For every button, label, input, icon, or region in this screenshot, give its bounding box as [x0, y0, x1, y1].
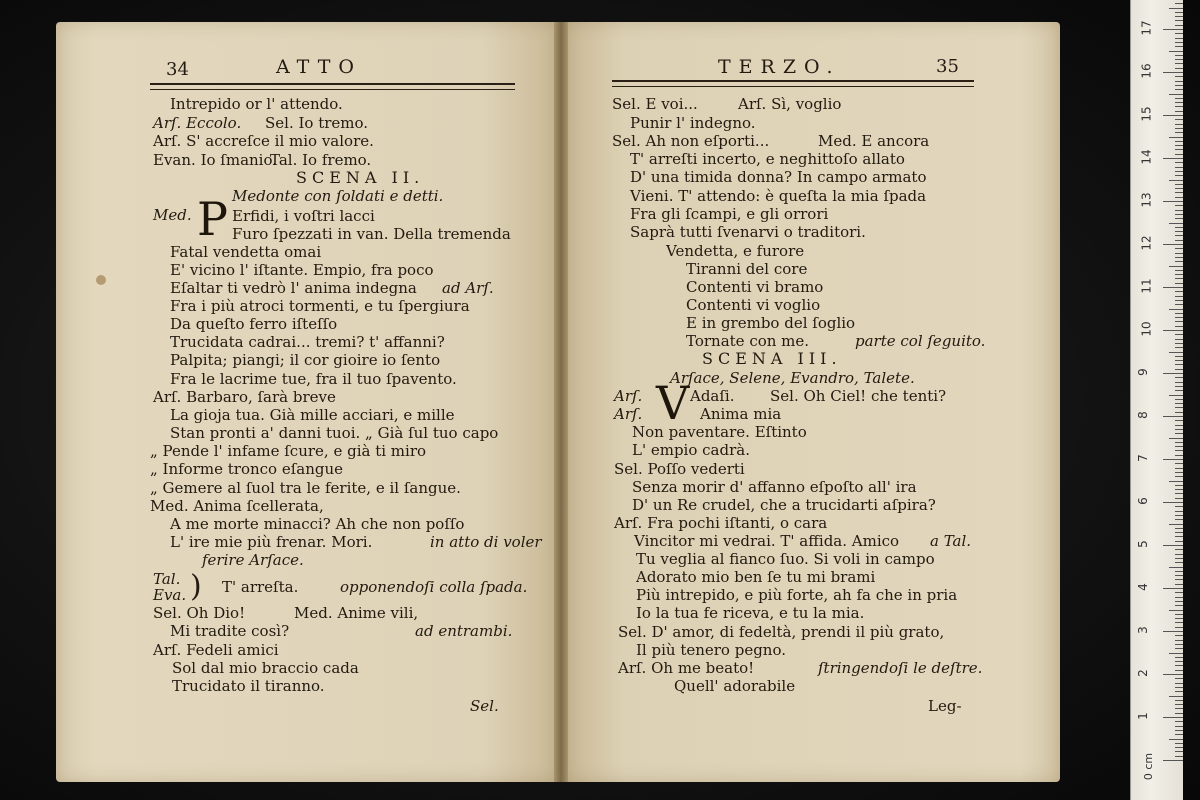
ruler-tick [1175, 339, 1183, 340]
right-line: D' un Re crudel, che a trucidarti aſpira? [632, 496, 936, 514]
ruler-tick [1163, 674, 1183, 675]
ruler-tick [1163, 760, 1183, 761]
ruler-tick [1163, 115, 1183, 116]
ruler-tick [1175, 579, 1183, 580]
ruler-tick [1175, 627, 1183, 628]
ruler-tick [1175, 562, 1183, 563]
ruler-tick [1163, 29, 1183, 30]
ruler-tick [1175, 76, 1183, 77]
right-line: Sel. Ah non eſporti... [612, 132, 770, 150]
ruler-tick [1175, 541, 1183, 542]
ruler-tick [1175, 446, 1183, 447]
ruler-tick [1169, 352, 1183, 353]
ruler-tick [1169, 653, 1183, 654]
ruler-tick [1175, 81, 1183, 82]
ruler-tick [1175, 756, 1183, 757]
header-rule [612, 80, 974, 87]
right-line: Senza morir d' affanno eſpoſto all' ira [632, 478, 917, 496]
right-line: Sel. Oh Ciel! che tenti? [770, 387, 947, 405]
ruler-tick [1169, 524, 1183, 525]
ruler-tick [1175, 313, 1183, 314]
right-line: D' una timida donna? In campo armato [630, 168, 927, 186]
ruler-tick [1175, 678, 1183, 679]
ruler-tick [1175, 248, 1183, 249]
ruler-tick [1175, 257, 1183, 258]
right-line: Tornate con me. [686, 332, 810, 350]
left-line: E' vicino l' iſtante. Empio, fra poco [170, 261, 434, 279]
ruler-tick [1175, 145, 1183, 146]
ruler-tick [1175, 519, 1183, 520]
ruler-tick [1175, 532, 1183, 533]
ruler-tick [1175, 425, 1183, 426]
ruler-tick [1163, 588, 1183, 589]
right-line: Saprà tutti ſvenarvi o traditori. [630, 223, 866, 241]
right-line: Più intrepido, e più forte, ah fa che in pria [636, 586, 958, 604]
left-line: Med. [153, 206, 192, 224]
ruler-tick [1175, 317, 1183, 318]
ruler-number: 2 [1135, 669, 1150, 677]
ruler-tick [1175, 648, 1183, 649]
ruler-tick [1175, 635, 1183, 636]
ruler-tick [1175, 657, 1183, 658]
ruler-tick [1175, 450, 1183, 451]
ruler-tick [1175, 85, 1183, 86]
left-line: Fra i più atroci tormenti, e tu ſpergiura [170, 297, 470, 315]
drop-cap-p: P [197, 192, 228, 246]
right-line: Tu veglia al fianco ſuo. Si voli in campo [636, 550, 935, 568]
ruler-number: 16 [1139, 63, 1154, 79]
ruler-tick [1175, 472, 1183, 473]
ruler-tick [1169, 481, 1183, 482]
ruler-tick [1175, 33, 1183, 34]
ruler-tick [1175, 420, 1183, 421]
left-line: Med. Anime vili, [294, 604, 419, 622]
ruler-tick [1175, 433, 1183, 434]
ruler-tick [1175, 102, 1183, 103]
ruler-number: 3 [1135, 626, 1150, 634]
left-line: Fatal vendetta omai [170, 243, 322, 261]
paper-stain [96, 275, 106, 285]
ruler-tick [1169, 567, 1183, 568]
ruler-tick [1175, 485, 1183, 486]
left-line: Eva. [153, 586, 187, 604]
ruler-tick [1175, 618, 1183, 619]
right-line: Leg- [928, 697, 962, 715]
page-number-left: 34 [166, 59, 189, 80]
ruler-tick [1175, 640, 1183, 641]
ruler-tick [1175, 691, 1183, 692]
left-line: Trucidata cadrai... tremi? t' affanni? [170, 333, 445, 351]
ruler-number: 10 [1139, 321, 1154, 337]
ruler-tick [1175, 468, 1183, 469]
left-line: Arſ. Fedeli amici [153, 641, 279, 659]
ruler-tick [1175, 149, 1183, 150]
ruler-tick [1175, 571, 1183, 572]
ruler-tick [1175, 614, 1183, 615]
left-line: Sel. Io tremo. [265, 114, 369, 132]
ruler-tick [1175, 55, 1183, 56]
ruler-tick [1175, 214, 1183, 215]
ruler-tick [1175, 455, 1183, 456]
ruler-tick [1175, 132, 1183, 133]
left-line: Eſaltar ti vedrò l' anima indegna [170, 279, 417, 297]
ruler-number: 8 [1135, 411, 1150, 419]
right-line: Arſ. Fra pochi iſtanti, o cara [614, 514, 828, 532]
ruler-number: 13 [1139, 192, 1154, 208]
ruler-number: 11 [1139, 278, 1154, 294]
ruler-tick [1175, 558, 1183, 559]
right-line: ſtringendoſi le deſtre. [818, 659, 983, 677]
left-line: Arſ. S' accreſce il mio valore. [153, 132, 374, 150]
ruler-tick [1175, 412, 1183, 413]
ruler-tick [1175, 743, 1183, 744]
ruler-tick [1175, 687, 1183, 688]
ruler-tick [1175, 597, 1183, 598]
right-line: Arſ. Sì, voglio [738, 95, 842, 113]
ruler-number: 14 [1139, 149, 1154, 165]
ruler-tick [1175, 128, 1183, 129]
ruler-tick [1169, 51, 1183, 52]
ruler-tick [1175, 726, 1183, 727]
ruler-tick [1175, 59, 1183, 60]
left-line: Mi tradite così? [170, 622, 290, 640]
right-line: Vieni. T' attendo: è queſta la mia ſpada [630, 187, 927, 205]
right-line: Sel. D' amor, di fedeltà, prendi il più grato, [618, 623, 945, 641]
left-line: Trucidato il tiranno. [172, 677, 325, 695]
left-line: opponendoſi colla ſpada. [340, 578, 528, 596]
ruler-tick [1175, 20, 1183, 21]
ruler-tick [1175, 592, 1183, 593]
ruler-tick [1175, 622, 1183, 623]
ruler-tick [1175, 326, 1183, 327]
left-line: Stan pronti a' danni tuoi. „ Già ſul tuo capo [170, 424, 499, 442]
ruler-tick [1175, 601, 1183, 602]
ruler-tick [1175, 106, 1183, 107]
ruler-tick [1175, 227, 1183, 228]
ruler-tick [1175, 407, 1183, 408]
ruler-tick [1175, 283, 1183, 284]
ruler-tick [1163, 72, 1183, 73]
left-line: Sol dal mio braccio cada [172, 659, 359, 677]
right-line: Arſ. [614, 387, 643, 405]
ruler-tick [1175, 334, 1183, 335]
ruler-tick [1175, 240, 1183, 241]
left-line: Medonte con ſoldati e detti. [232, 187, 444, 205]
ruler-tick [1175, 321, 1183, 322]
left-line: T' arreſta. [222, 578, 299, 596]
ruler-tick [1175, 704, 1183, 705]
left-line: in atto di voler [430, 533, 542, 551]
drop-cap-v: V [656, 376, 690, 430]
header-rule [150, 83, 515, 90]
ruler-tick [1175, 575, 1183, 576]
ruler-tick [1175, 390, 1183, 391]
ruler-tick [1175, 162, 1183, 163]
ruler-tick [1175, 231, 1183, 232]
ruler-tick [1175, 175, 1183, 176]
ruler-tick [1163, 201, 1183, 202]
ruler-tick [1175, 511, 1183, 512]
ruler-tick [1169, 266, 1183, 267]
right-line: Vendetta, e furore [666, 242, 805, 260]
ruler-tick [1175, 382, 1183, 383]
right-line: parte col ſeguito. [855, 332, 986, 350]
ruler-tick [1163, 717, 1183, 718]
ruler-number: 6 [1135, 497, 1150, 505]
ruler-tick [1175, 25, 1183, 26]
ruler-number: 15 [1139, 106, 1154, 122]
ruler-tick [1175, 442, 1183, 443]
ruler-tick [1175, 304, 1183, 305]
right-line: Arſ. [614, 405, 643, 423]
right-line: T' arreſti incerto, e neghittoſo allato [630, 150, 905, 168]
left-line: Tal. Io fremo. [270, 151, 372, 169]
ruler-tick [1175, 730, 1183, 731]
left-line: „ Pende l' infame ſcure, e già ti miro [150, 442, 427, 460]
ruler-tick [1169, 137, 1183, 138]
left-line: Da queſto ferro iſteſſo [170, 315, 338, 333]
right-line: Contenti vi voglio [686, 296, 821, 314]
ruler-tick [1175, 278, 1183, 279]
right-line: E in grembo del ſoglio [686, 314, 856, 332]
ruler-tick [1175, 584, 1183, 585]
left-line: ferire Arſace. [202, 551, 304, 569]
ruler-number: 9 [1135, 368, 1150, 376]
ruler-tick [1169, 223, 1183, 224]
ruler-tick [1175, 528, 1183, 529]
ruler-tick [1163, 244, 1183, 245]
ruler-tick [1169, 94, 1183, 95]
ruler-tick [1175, 386, 1183, 387]
ruler-tick [1163, 373, 1183, 374]
ruler-tick [1175, 751, 1183, 752]
left-line: „ Gemere al ſuol tra le ferite, e il ſangue. [150, 479, 461, 497]
ruler-tick [1175, 12, 1183, 13]
ruler-number: 12 [1139, 235, 1154, 251]
ruler-tick [1175, 167, 1183, 168]
ruler-tick [1175, 665, 1183, 666]
ruler-tick [1175, 184, 1183, 185]
ruler-number: 5 [1135, 540, 1150, 548]
ruler-tick [1175, 274, 1183, 275]
ruler-tick [1175, 89, 1183, 90]
ruler-tick [1175, 38, 1183, 39]
right-line: Tiranni del core [686, 260, 808, 278]
ruler-tick [1175, 296, 1183, 297]
right-line: a Tal. [930, 532, 972, 550]
ruler-tick [1169, 696, 1183, 697]
ruler-tick [1169, 180, 1183, 181]
ruler-tick [1175, 218, 1183, 219]
ruler-tick [1175, 205, 1183, 206]
ruler-tick [1175, 119, 1183, 120]
ruler-tick [1163, 287, 1183, 288]
left-line: A me morte minacci? Ah che non poſſo [170, 515, 465, 533]
ruler-tick [1175, 111, 1183, 112]
ruler-tick [1175, 721, 1183, 722]
right-line: Med. E ancora [818, 132, 930, 150]
ruler-tick [1175, 403, 1183, 404]
left-line: La gioja tua. Già mille acciari, e mille [170, 406, 455, 424]
left-line: Arſ. Eccolo. [153, 114, 242, 132]
left-line: Palpita; piangi; il cor gioire io ſento [170, 351, 441, 369]
right-line: Contenti vi bramo [686, 278, 824, 296]
ruler-tick [1175, 46, 1183, 47]
ruler-unit-label: 0 cm [1142, 752, 1156, 781]
ruler-tick [1175, 300, 1183, 301]
ruler-tick [1175, 605, 1183, 606]
ruler-tick [1175, 708, 1183, 709]
ruler-tick [1163, 545, 1183, 546]
right-line: L' empio cadrà. [632, 441, 750, 459]
ruler-tick [1175, 399, 1183, 400]
left-line: Intrepido or l' attendo. [170, 95, 343, 113]
ruler-tick [1175, 42, 1183, 43]
ruler-tick [1175, 171, 1183, 172]
ruler-tick [1163, 502, 1183, 503]
ruler-number: 17 [1139, 20, 1154, 36]
ruler-tick [1175, 429, 1183, 430]
ruler-tick [1175, 253, 1183, 254]
ruler-tick [1175, 360, 1183, 361]
running-header-left: ATTO [276, 56, 362, 78]
ruler-tick [1175, 235, 1183, 236]
ruler-number: 1 [1135, 712, 1150, 720]
right-line: Il più tenero pegno. [636, 641, 787, 659]
ruler-tick [1175, 270, 1183, 271]
left-line: Furo ſpezzati in van. Della tremenda [232, 225, 511, 243]
ruler-tick [1175, 734, 1183, 735]
ruler-tick [1175, 549, 1183, 550]
left-line: ad entrambi. [415, 622, 513, 640]
right-line: Fra gli ſcampi, e gli orrori [630, 205, 829, 223]
ruler-tick [1175, 356, 1183, 357]
left-line: Sel. [470, 697, 499, 715]
ruler-tick [1175, 124, 1183, 125]
ruler-tick [1175, 493, 1183, 494]
left-line: SCENA II. [296, 168, 425, 187]
ruler-tick [1175, 700, 1183, 701]
ruler-tick [1163, 631, 1183, 632]
left-line: Tal. [153, 570, 181, 588]
ruler-tick [1175, 489, 1183, 490]
left-line: Arſ. Barbaro, ſarà breve [153, 388, 336, 406]
page-number-right: 35 [936, 56, 959, 77]
right-line: Arſace, Selene, Evandro, Talete. [670, 369, 915, 387]
right-line: SCENA III. [702, 349, 842, 368]
left-line: L' ire mie più frenar. Mori. [170, 533, 373, 551]
ruler-tick [1169, 8, 1183, 9]
ruler-tick [1175, 683, 1183, 684]
ruler-tick [1175, 661, 1183, 662]
ruler-tick [1163, 330, 1183, 331]
ruler-tick [1175, 536, 1183, 537]
ruler-tick [1169, 395, 1183, 396]
left-line: ad Arſ. [442, 279, 494, 297]
ruler-tick [1175, 476, 1183, 477]
ruler-tick [1175, 68, 1183, 69]
left-line: Med. Anima ſcellerata, [150, 497, 324, 515]
ruler-tick [1175, 154, 1183, 155]
left-line: Sel. Oh Dio! [153, 604, 246, 622]
ruler-tick [1175, 261, 1183, 262]
right-line: Io la tua fe riceva, e tu la mia. [636, 604, 865, 622]
ruler-tick [1175, 498, 1183, 499]
ruler-tick [1175, 63, 1183, 64]
ruler-tick [1169, 309, 1183, 310]
left-line: Evan. Io ſmanio. [153, 151, 277, 169]
ruler-tick [1175, 369, 1183, 370]
ruler-tick [1175, 197, 1183, 198]
right-line: Punir l' indegno. [630, 114, 756, 132]
ruler-tick [1175, 192, 1183, 193]
right-line: Quell' adorabile [674, 677, 796, 695]
ruler-number: 4 [1135, 583, 1150, 591]
ruler-tick [1175, 713, 1183, 714]
ruler-tick [1175, 515, 1183, 516]
left-line: Erfidi, i voſtri lacci [232, 207, 375, 225]
measuring-ruler [1130, 0, 1183, 800]
ruler-tick [1175, 3, 1183, 4]
book-gutter [554, 22, 568, 782]
ruler-tick [1175, 506, 1183, 507]
left-line: „ Informe tronco eſangue [150, 460, 344, 478]
right-line: Adaſi. [690, 387, 735, 405]
running-header-right: TERZO. [718, 56, 841, 78]
ruler-tick [1175, 377, 1183, 378]
brace-decoration: ) [190, 569, 202, 604]
ruler-number: 7 [1135, 454, 1150, 462]
ruler-tick [1175, 291, 1183, 292]
right-line: Arſ. Oh me beato! [618, 659, 755, 677]
ruler-tick [1163, 158, 1183, 159]
left-line: Fra le lacrime tue, fra il tuo ſpavento. [170, 370, 457, 388]
right-line: Sel. Poſſo vederti [614, 460, 745, 478]
ruler-tick [1175, 98, 1183, 99]
right-line: Anima mia [700, 405, 782, 423]
ruler-tick [1175, 188, 1183, 189]
ruler-tick [1175, 554, 1183, 555]
ruler-tick [1169, 438, 1183, 439]
ruler-tick [1163, 416, 1183, 417]
right-line: Non paventare. Eſtinto [632, 423, 807, 441]
ruler-tick [1175, 747, 1183, 748]
ruler-tick [1169, 610, 1183, 611]
ruler-tick [1175, 343, 1183, 344]
ruler-tick [1163, 459, 1183, 460]
ruler-tick [1169, 739, 1183, 740]
ruler-tick [1175, 644, 1183, 645]
right-line: Sel. E voi... [612, 95, 698, 113]
ruler-tick [1175, 670, 1183, 671]
ruler-tick [1175, 463, 1183, 464]
ruler-tick [1175, 141, 1183, 142]
ruler-tick [1175, 347, 1183, 348]
ruler-tick [1175, 16, 1183, 17]
ruler-tick [1175, 210, 1183, 211]
right-line: Vincitor mi vedrai. T' affida. Amico [634, 532, 900, 550]
right-line: Adorato mio ben ſe tu mi brami [636, 568, 876, 586]
ruler-tick [1175, 364, 1183, 365]
